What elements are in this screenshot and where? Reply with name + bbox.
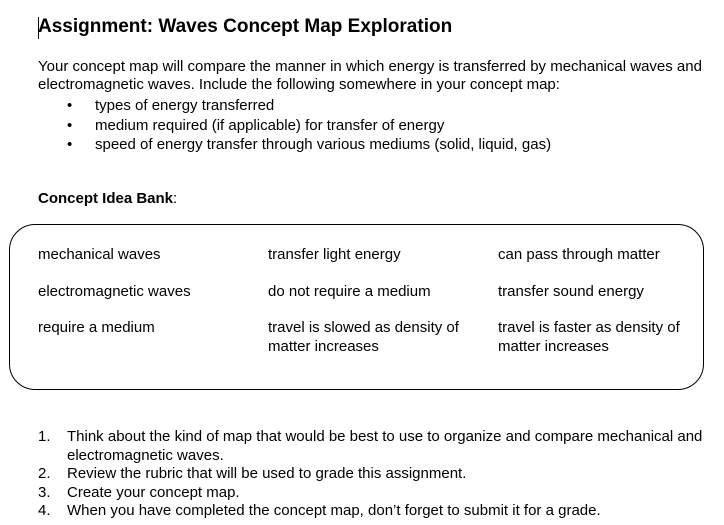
list-item	[38, 136, 551, 156]
list-item-text: types of energy transferred	[95, 97, 275, 114]
concept-bank-item: require a medium	[38, 319, 155, 336]
concept-bank-item: transfer sound energy	[498, 283, 644, 300]
requirements-list	[38, 97, 551, 156]
document-title: Assignment: Waves Concept Map Exploration	[38, 16, 453, 37]
bullet-icon: •	[67, 136, 73, 153]
concept-bank-item: can pass through matter	[498, 246, 660, 263]
intro-paragraph: Your concept map will compare the manner in which energy is transferred by mechanical waves and electromagnetic waves. Include the following somewhere in your concept map:	[38, 58, 702, 93]
bullet-icon: •	[67, 116, 73, 134]
step-text: When you have completed the concept map, don’t forget to submit it for a grade.	[67, 502, 601, 519]
step-number: 4.	[38, 502, 51, 519]
bullet-icon: •	[67, 97, 73, 114]
concept-bank-item: electromagnetic waves	[38, 283, 191, 300]
step-number: 2.	[38, 465, 51, 482]
list-item	[38, 97, 551, 117]
concept-bank-heading-colon: :	[173, 190, 178, 207]
concept-bank-item: travel is faster as density of matter increases	[498, 319, 680, 355]
step-text: Create your concept map.	[67, 483, 240, 501]
step-number: 3.	[38, 483, 51, 501]
concept-bank-item: travel is slowed as density of matter increases	[268, 319, 459, 355]
concept-bank-heading	[38, 190, 177, 207]
instruction-step	[38, 484, 722, 503]
instruction-step	[38, 502, 722, 521]
list-item	[38, 117, 551, 137]
step-text: Review the rubric that will be used to grade this assignment.	[67, 465, 467, 482]
concept-bank-item: do not require a medium	[268, 283, 431, 300]
step-text: Think about the kind of map that would be best to use to organize and compare mechanical and electromagnetic waves.	[67, 428, 703, 464]
instruction-step	[38, 465, 722, 484]
step-number: 1.	[38, 428, 51, 445]
list-item-text: speed of energy transfer through various mediums (solid, liquid, gas)	[95, 136, 552, 153]
concept-bank-heading-text: Concept Idea Bank	[38, 190, 174, 207]
concept-bank-item: transfer light energy	[268, 246, 401, 263]
list-item-text: medium required (if applicable) for transfer of energy	[95, 116, 445, 134]
concept-bank-item: mechanical waves	[38, 246, 161, 263]
instructions-list	[38, 428, 722, 521]
instruction-step	[38, 428, 722, 465]
